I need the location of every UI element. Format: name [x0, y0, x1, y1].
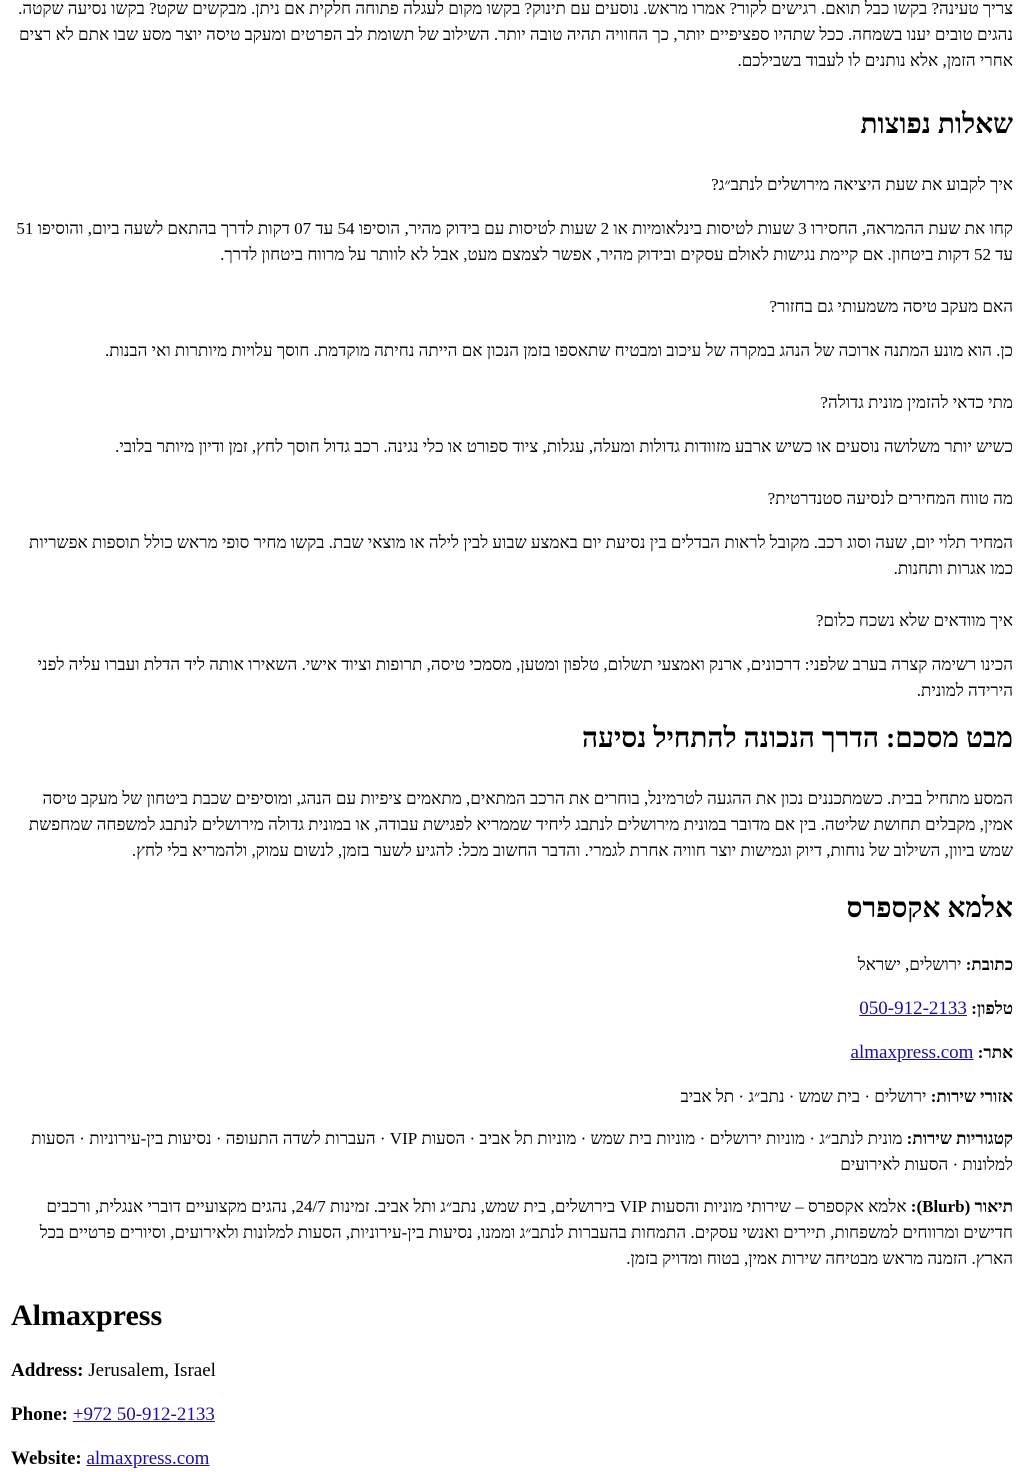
summary-paragraph: המסע מתחיל בבית. כשמתכננים נכון את ההגעה לטרמינל, בוחרים את הרכב המתאים, מתאמים ציפיות עם הנהג, ומוסיפים שכבת ביטחון של מעקב טיסה אמין, מקבלים תחושת שליטה. בין אם מדובר במונית מירושלים לנתבג ליחיד שממריא לפגישת עבודה, או במונית גדולה מירושלים לנתבג למשפחה שמחפשת שמש ביוון, השילוב של נוחות, דיוק וגמישות יוצר חוויה אחרת לגמרי. והדבר החשוב מכל: להגיע לשער בזמן, לנשום עמוק, ולהמריא בלי לחץ. [28, 789, 1013, 860]
business-heading-he: אלמא אקספרס [846, 893, 1013, 924]
faq-answer: כן. הוא מונע המתנה ארוכה של הנהג במקרה של עיכוב ומבטיח שתאספו בזמן הנכון אם הייתה נחיתה מוקדמת. חוסך עלויות מיותרות ואי הבנות. [104, 341, 1013, 360]
website-label: אתר: [977, 1043, 1013, 1062]
intro-paragraph: צריך טעינה? בקשו כבל תואם. רגישים לקור? אמרו מראש. נוסעים עם תינוק? בקשו מקום לעגלה פתוחה חלקית אם ניתן. מבקשים שקט? בקשו נסיעה שקטה. נהגים טובים יענו בשמחה. ככל שתהיו ספציפיים יותר, כך החוויה תהיה טובה יותר. השילוב של תשומת לב הפרטים ומעקב טיסה יוצר מסע שבו אתם לא רצים אחרי הזמן, אלא נותנים לו לעבוד בשבילכם. [18, 0, 1013, 70]
address-value: ירושלים, ישראל [857, 955, 962, 974]
faq-answer: המחיר תלוי יום, שעה וסוג רכב. מקובל לראות הבדלים בין נסיעת יום באמצע שבוע לבין לילה או מוצאי שבת. בקשו מחיר סופי מראש כולל תוספות אפשריות כמו אגרות ותחנות. [29, 533, 1013, 578]
faq-question: מה טווח המחירים לנסיעה סטנדרטית? [767, 489, 1013, 508]
business-address-he [11, 952, 1013, 978]
areas-value: ירושלים · בית שמש · נתב״ג · תל אביב [680, 1087, 927, 1106]
website-link[interactable]: almaxpress.com [850, 1042, 974, 1063]
faq-question: מתי כדאי להזמין מונית גדולה? [820, 393, 1013, 412]
business-website-en [11, 1446, 1013, 1472]
document-page [11, 0, 1013, 1472]
business-areas-he [11, 1084, 1013, 1110]
faq-answer: קחו את שעת ההמראה, החסירו 3 שעות לטיסות בינלאומיות או 2 שעות לטיסות עם בידוק מהיר, הוסיפו 54 עד 07 דקות לדרך בהתאם לשעה ביום, והוסיפו 51 עד 52 דקות ביטחון. אם קיימת נגישות לאולם עסקים ובידוק מהיר, אפשר לצמצם מעט, אבל לא לוותר על מרווח ביטחון לדרך. [16, 219, 1013, 264]
phone-label: טלפון: [971, 999, 1013, 1018]
address-value-en: Jerusalem, Israel [88, 1360, 216, 1381]
business-phone-he [11, 996, 1013, 1022]
address-label-en: Address: [11, 1360, 84, 1381]
website-link-en[interactable]: almaxpress.com [86, 1448, 210, 1469]
categories-label: קטגוריות שירות: [906, 1129, 1013, 1148]
phone-label-en: Phone: [11, 1404, 68, 1425]
business-heading-en: Almaxpress [11, 1299, 163, 1332]
faq-question: איך לקבוע את שעת היציאה מירושלים לנתב״ג? [711, 175, 1013, 194]
address-label: כתובת: [965, 955, 1013, 974]
business-phone-en [11, 1402, 1013, 1428]
faq-answer: כשיש יותר משלושה נוסעים או כשיש ארבע מזוודות גדולות ומעלה, עגלות, ציוד ספורט או כלי נגינה. רכב גדול חוסך לחץ, זמן ודיון מיותר בלובי. [115, 437, 1013, 456]
categories-value: מונית לנתב״ג · מוניות ירושלים · מוניות בית שמש · מוניות תל אביב · הסעות VIP · העברות לשדה התעופה · נסיעות בין-עירוניות · הסעות למלונות · הסעות לאירועים [31, 1129, 1013, 1174]
faq-answer: הכינו רשימה קצרה בערב שלפני: דרכונים, ארנק ואמצעי תשלום, טלפון ומטען, מסמכי טיסה, תרופות וציוד אישי. השאירו אותה ליד הדלת ועברו עליה לפני הירידה למונית. [37, 655, 1013, 700]
faq-question: האם מעקב טיסה משמעותי גם בחזור? [769, 297, 1013, 316]
faq-question: איך מוודאים שלא נשכח כלום? [815, 611, 1013, 630]
blurb-label: תיאור (Blurb): [910, 1197, 1013, 1216]
blurb-value: אלמא אקספרס – שירותי מוניות והסעות VIP בירושלים, בית שמש, נתב״ג ותל אביב. זמינות 24/7, נהגים מקצועיים דוברי אנגלית, ורכבים חדישים ומרווחים למשפחות, תיירים ואנשי עסקים. התמחות בהעברות לנתב״ג וממנו, נסיעות בין-עירוניות, הסעות למלונות ולאירועים, וסיורים פרטיים בכל הארץ. הזמנה מראש מבטיחה שירות אמין, בטוח ומדויק בזמן. [39, 1197, 1013, 1268]
areas-label: אזורי שירות: [930, 1087, 1013, 1106]
faq-heading: שאלות נפוצות [860, 109, 1013, 140]
business-website-he [11, 1040, 1013, 1066]
business-categories-he [11, 1126, 1013, 1178]
website-label-en: Website: [11, 1448, 82, 1469]
business-address-en [11, 1358, 1013, 1384]
business-blurb-he [11, 1194, 1013, 1272]
summary-heading: מבט מסכם: הדרך הנכונה להתחיל נסיעה [582, 723, 1013, 754]
phone-link-en[interactable]: +972 50-912-2133 [72, 1404, 215, 1425]
phone-link[interactable]: 050-912-2133 [859, 998, 967, 1019]
